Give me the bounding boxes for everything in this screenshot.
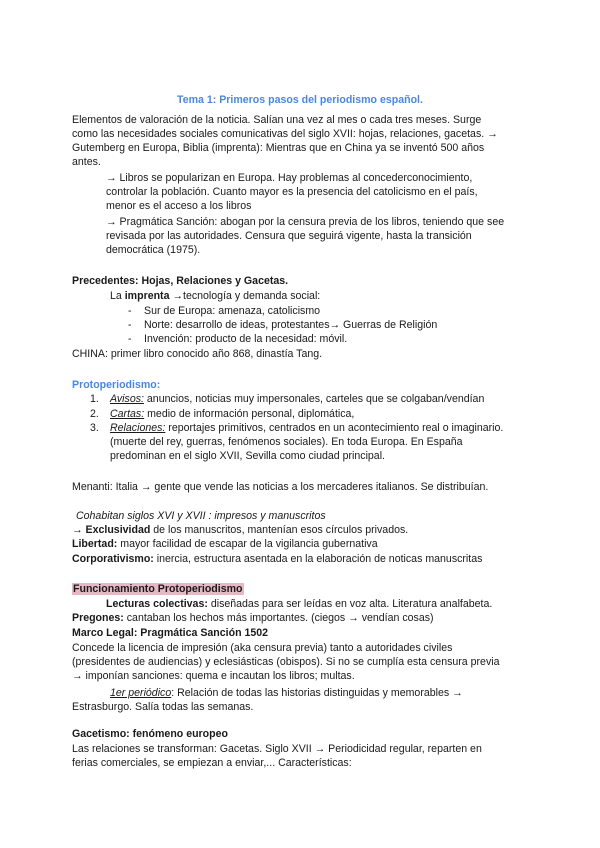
protoperiodismo-heading: Protoperiodismo: xyxy=(72,379,161,391)
lecturas-line: Lecturas colectivas: diseñadas para ser leídas en voz alta. Literatura analfabeta. xyxy=(106,598,493,610)
imprenta-line: La imprenta →tecnología y demanda social: xyxy=(110,290,321,302)
intro-line-1: Elementos de valoración de la noticia. Salían una vez al mes o cada tres meses. Surge xyxy=(72,114,482,126)
primer-periodico-continuation: Estrasburgo. Salía todas las semanas. xyxy=(72,701,254,713)
page-title: Tema 1: Primeros pasos del periodismo español. xyxy=(177,94,423,106)
cartas-term: Cartas: xyxy=(110,408,145,420)
highlighted-heading: Funcionamiento Protoperiodismo xyxy=(73,583,243,595)
item-3-continuation-1: (muerte del rey, guerras, fenómenos sociales). En toda Europa. En España xyxy=(110,436,463,448)
arrow-paragraph-1-line-2: controlar la población. Cuanto mayor es la presencia del catolicismo en el país, xyxy=(106,186,478,198)
bullet-item: - Norte: desarrollo de ideas, protestantes→ Guerras de Religión xyxy=(128,319,438,331)
numbered-item-3: 3. Relaciones: reportajes primitivos, centrados en un acontecimiento real o imaginario. xyxy=(90,422,504,434)
primer-periodico-line: 1er periódico: Relación de todas las historias distinguidas y memorables → xyxy=(110,687,463,699)
arrow-paragraph-1-line-3: menor es el acceso a los libros xyxy=(106,200,252,212)
china-line: CHINA: primer libro conocido año 868, dinastía Tang. xyxy=(72,348,323,360)
arrow-paragraph-2-line-2: revisada por las autoridades. Censura que seguirá vigente, hasta la transición xyxy=(106,230,472,242)
intro-line-3: Gutemberg en Europa, Biblia (imprenta): Mientras que en China ya se inventó 500 años xyxy=(72,142,485,154)
corporativismo-line: Corporativismo: inercia, estructura asentada en la elaboración de noticas manuscritas xyxy=(72,553,483,565)
arrow-paragraph-2-line-3: democrática (1975). xyxy=(106,244,201,256)
cohabitan-line: Cohabitan siglos XVI y XVII : impresos y manuscritos xyxy=(76,510,326,522)
gacetismo-heading: Gacetismo: fenómeno europeo xyxy=(72,728,228,740)
numbered-item-2: 2. Cartas: medio de información personal, diplomática, xyxy=(90,408,355,420)
menanti-line: Menanti: Italia → gente que vende las noticias a los mercaderes italianos. Se distribuían. xyxy=(72,481,489,493)
numbered-item-1: 1. Avisos: anuncios, noticias muy impersonales, carteles que se colgaban/vendían xyxy=(90,393,485,405)
bullet-item: - Invención: producto de la necesidad: móvil. xyxy=(128,333,348,345)
item-3-continuation-2: predominan en el siglo XVII, Sevilla como ciudad principal. xyxy=(110,450,385,462)
precedentes-heading: Precedentes: Hojas, Relaciones y Gacetas. xyxy=(72,275,289,287)
bullet-item: - Sur de Europa: amenaza, catolicismo xyxy=(128,305,321,317)
primer-periodico-term: 1er periódico xyxy=(110,687,172,699)
avisos-term: Avisos: xyxy=(110,393,144,405)
marco-line-1: Concede la licencia de impresión (aka censura previa) tanto a autoridades civiles xyxy=(72,642,453,654)
arrow-paragraph-2-line-1: → Pragmática Sanción: abogan por la censura previa de los libros, teniendo que see xyxy=(106,216,505,228)
intro-line-4: antes. xyxy=(72,156,101,168)
gacetismo-line-2: ferias comerciales, se empiezan a enviar,... Características: xyxy=(72,757,352,769)
imprenta-term: imprenta xyxy=(124,290,170,302)
exclusividad-line: → Exclusividad de los manuscritos, mantenían esos círculos privados. xyxy=(72,524,409,536)
marco-line-3: → imponían sanciones: quema e incautan los libros; multas. xyxy=(72,670,355,682)
funcionamiento-heading xyxy=(72,582,244,596)
intro-line-2: como las necesidades sociales comunicativas del siglo XVII: hojas, relaciones, gacetas. → xyxy=(72,128,498,140)
libertad-line: Libertad: mayor facilidad de escapar de la vigilancia gubernativa xyxy=(72,538,378,550)
arrow-paragraph-1-line-1: → Libros se popularizan en Europa. Hay problemas al concederconocimiento, xyxy=(106,172,473,184)
pregones-line: Pregones: cantaban los hechos más importantes. (ciegos → vendían cosas) xyxy=(72,612,434,624)
gacetismo-line-1: Las relaciones se transforman: Gacetas. Siglo XVII → Periodicidad regular, reparten en xyxy=(72,743,482,755)
relaciones-term: Relaciones: xyxy=(110,422,166,434)
marco-line-2: (presidentes de audiencias) y eclesiásticas (obispos). Si no se cumplía esta censura previa xyxy=(72,656,500,668)
marco-legal-heading: Marco Legal: Pragmática Sanción 1502 xyxy=(72,627,269,639)
